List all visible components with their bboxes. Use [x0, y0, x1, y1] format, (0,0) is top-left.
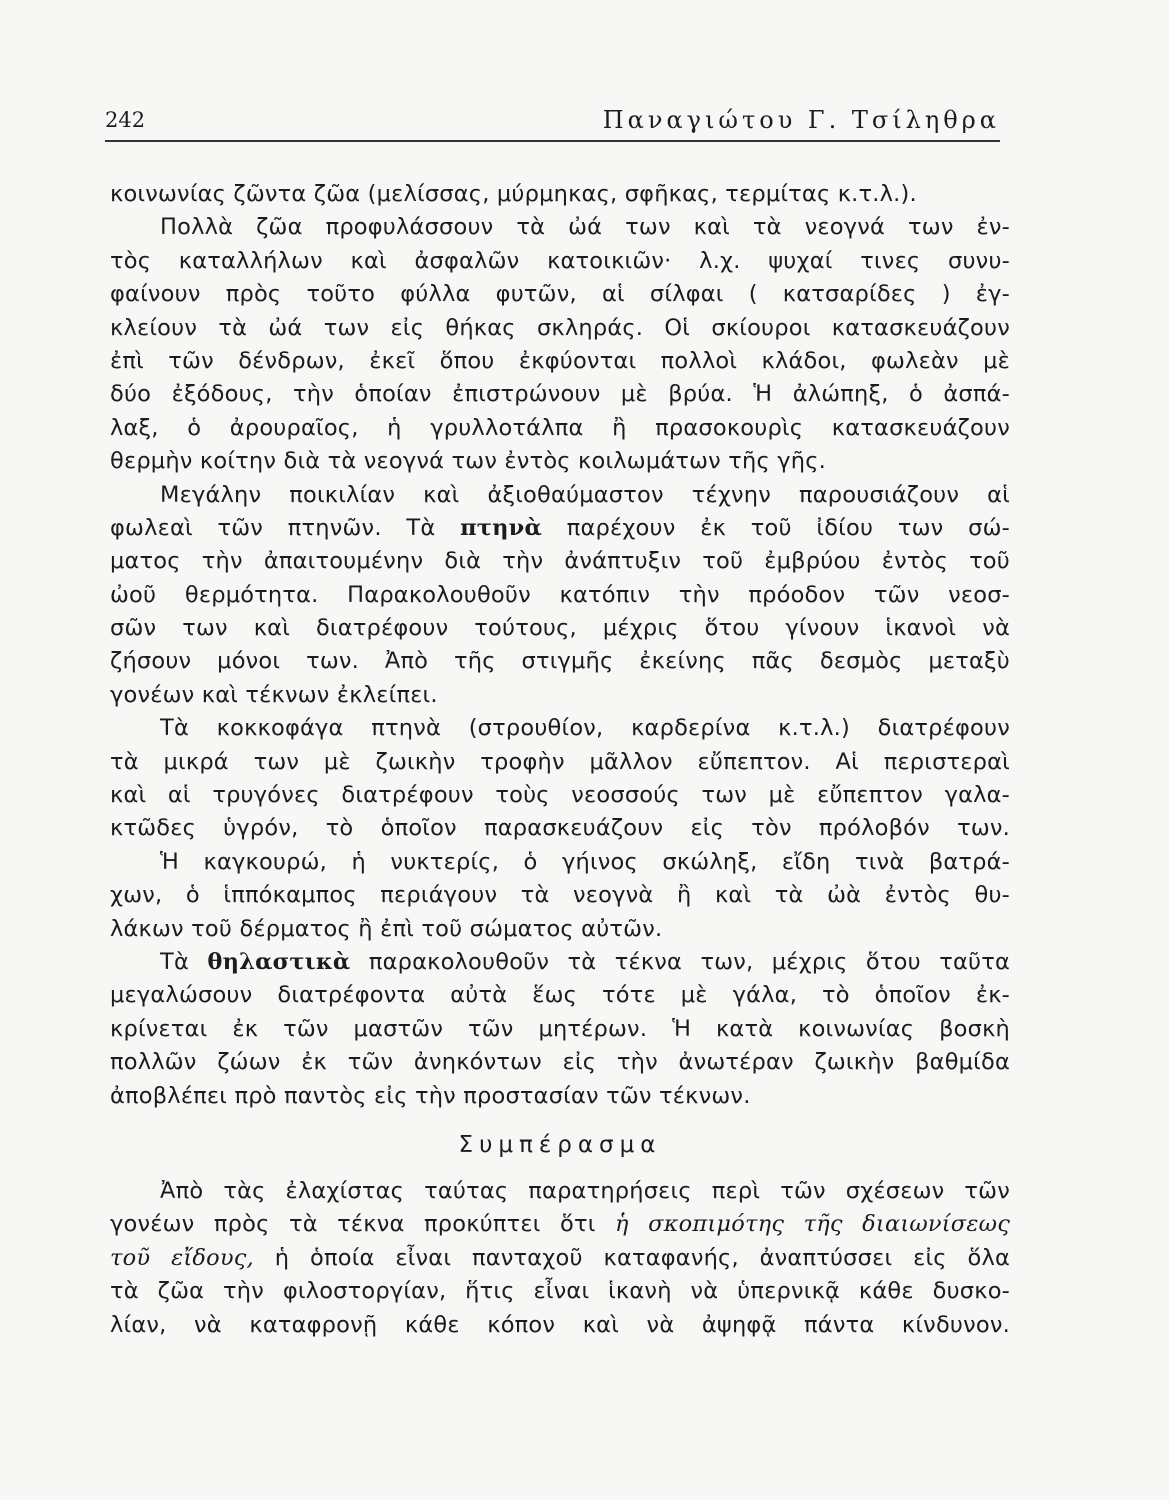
text-line: ἐπὶ τῶν δένδρων, ἐκεῖ ὅπου ἐκφύονται πολλοὶ κλάδοι, φωλεὰν μὲ — [110, 347, 1010, 374]
text-line — [110, 1208, 1010, 1241]
bold-term: θηλαστικὰ — [207, 948, 351, 975]
text-line: κλείουν τὰ ὠά των εἰς θήκας σκληράς. Οἱ σκίουροι κατασκευάζουν — [110, 314, 1010, 341]
text-line: κοινωνίας ζῶντα ζῶα (μελίσσας, μύρμηκας, σφῆκας, τερμίτας κ.τ.λ.). — [110, 181, 917, 207]
text-line: τὰ μικρά των μὲ ζωικὴν τροφὴν μᾶλλον εὔπεπτον. Αἱ περιστεραὶ — [110, 748, 1010, 775]
text-line: Πολλὰ ζῶα προφυλάσσουν τὰ ὠά των καὶ τὰ νεογνά των ἐν- — [160, 214, 1010, 241]
running-head: Παναγιώτου Γ. Τσίληθρα — [602, 106, 1000, 134]
text-line: Ἀπὸ τὰς ἐλαχίστας ταύτας παρατηρήσεις περὶ τῶν σχέσεων τῶν — [160, 1177, 1010, 1204]
text-fragment: παρακολουθοῦν τὰ τέκνα των, μέχρις ὅτου ταῦτα — [368, 948, 1010, 975]
text-line: λάκων τοῦ δέρματος ἢ ἐπὶ τοῦ σώματος αὐτῶν. — [110, 915, 663, 942]
text-line: ἀποβλέπει πρὸ παντὸς εἰς τὴν προστασίαν τῶν τέκνων. — [110, 1082, 751, 1109]
text-line: λίαν, νὰ καταφρονῇ κάθε κόπον καὶ νὰ ἀψηφᾷ πάντα κίνδυνον. — [110, 1311, 1010, 1338]
text-line: πολλῶν ζώων ἐκ τῶν ἀνηκόντων εἰς τὴν ἀνωτέραν ζωικὴν βαθμίδα — [110, 1049, 1010, 1076]
text-line: λαξ, ὁ ἀρουραῖος, ἡ γρυλλοτάλπα ἢ πρασοκουρὶς κατασκευάζουν — [110, 414, 1010, 441]
text-line: γονέων καὶ τέκνων ἐκλείπει. — [110, 681, 438, 708]
text-line: ματος τὴν ἀπαιτουμένην διὰ τὴν ἀνάπτυξιν τοῦ ἐμβρύου ἐντὸς τοῦ — [110, 548, 1010, 575]
text-line: τὰ ζῶα τὴν φιλοστοργίαν, ἥτις εἶναι ἱκανὴ νὰ ὑπερνικᾷ κάθε δυσκο- — [110, 1278, 1010, 1305]
text-fragment: παρέχουν ἐκ τοῦ ἰδίου των σώ- — [566, 514, 1010, 541]
text-fragment: φωλεαὶ τῶν πτηνῶν. Τὰ — [110, 514, 436, 541]
section-heading: Συμπέρασμα — [458, 1131, 662, 1158]
text-line: Μεγάλην ποικιλίαν καὶ ἀξιοθαύμαστον τέχνην παρουσιάζουν αἱ — [160, 481, 1010, 508]
page-number: 242 — [105, 108, 146, 132]
text-line — [110, 1242, 1010, 1275]
body-text — [110, 178, 1010, 1342]
page-header — [105, 106, 1000, 142]
text-fragment: γονέων πρὸς τὰ τέκνα προκύπτει ὅτι — [110, 1211, 596, 1238]
text-line: Ἡ καγκουρώ, ἡ νυκτερίς, ὁ γήινος σκώληξ, εἴδη τινὰ βατρά- — [160, 848, 1010, 875]
text-line: ὠοῦ θερμότητα. Παρακολουθοῦν κατόπιν τὴν πρόοδον τῶν νεοσ- — [110, 581, 1010, 608]
text-line: καὶ αἱ τρυγόνες διατρέφουν τοὺς νεοσσούς των μὲ εὔπεπτον γαλα- — [110, 782, 1010, 809]
text-line: κτῶδες ὑγρόν, τὸ ὁποῖον παρασκευάζουν εἰς τὸν πρόλοβόν των. — [110, 815, 1010, 842]
text-line: σῶν των καὶ διατρέφουν τούτους, μέχρις ὅτου γίνουν ἱκανοὶ νὰ — [110, 615, 1010, 642]
text-line: θερμὴν κοίτην διὰ τὰ νεογνά των ἐντὸς κοιλωμάτων τῆς γῆς. — [110, 448, 826, 475]
text-line — [110, 946, 1010, 979]
text-line — [110, 512, 1010, 545]
text-line: ζήσουν μόνοι των. Ἀπὸ τῆς στιγμῆς ἐκείνης πᾶς δεσμὸς μεταξὺ — [110, 648, 1010, 675]
text-fragment: ἡ ὁποία εἶναι πανταχοῦ καταφανής, ἀναπτύσσει εἰς ὅλα — [274, 1244, 1010, 1271]
text-line: Τὰ κοκκοφάγα πτηνὰ (στρουθίον, καρδερίνα κ.τ.λ.) διατρέφουν — [160, 715, 1010, 742]
text-line: κρίνεται ἐκ τῶν μαστῶν τῶν μητέρων. Ἡ κατὰ κοινωνίας βοσκὴ — [110, 1015, 1010, 1042]
italic-phrase: ἡ σκοπιμότης τῆς διαιωνίσεως — [615, 1211, 1010, 1238]
text-fragment: Τὰ — [160, 948, 189, 975]
text-line: μεγαλώσουν διατρέφοντα αὐτὰ ἕως τότε μὲ γάλα, τὸ ὁποῖον ἐκ- — [110, 982, 1010, 1009]
text-line: χων, ὁ ἱππόκαμπος περιάγουν τὰ νεογνὰ ἢ καὶ τὰ ὠὰ ἐντὸς θυ- — [110, 882, 1010, 909]
text-line: φαίνουν πρὸς τοῦτο φύλλα φυτῶν, αἱ σίλφαι ( κατσαρίδες ) ἐγ- — [110, 281, 1010, 308]
text-line: τὸς καταλλήλων καὶ ἀσφαλῶν κατοικιῶν· λ.χ. ψυχαί τινες συνυ- — [110, 247, 1010, 274]
italic-phrase: τοῦ εἴδους, — [110, 1244, 254, 1271]
text-line: δύο ἐξόδους, τὴν ὁποίαν ἐπιστρώνουν μὲ βρύα. Ἡ ἀλώπηξ, ὁ ἀσπά- — [110, 381, 1010, 408]
bold-term: πτηνὰ — [460, 514, 542, 541]
